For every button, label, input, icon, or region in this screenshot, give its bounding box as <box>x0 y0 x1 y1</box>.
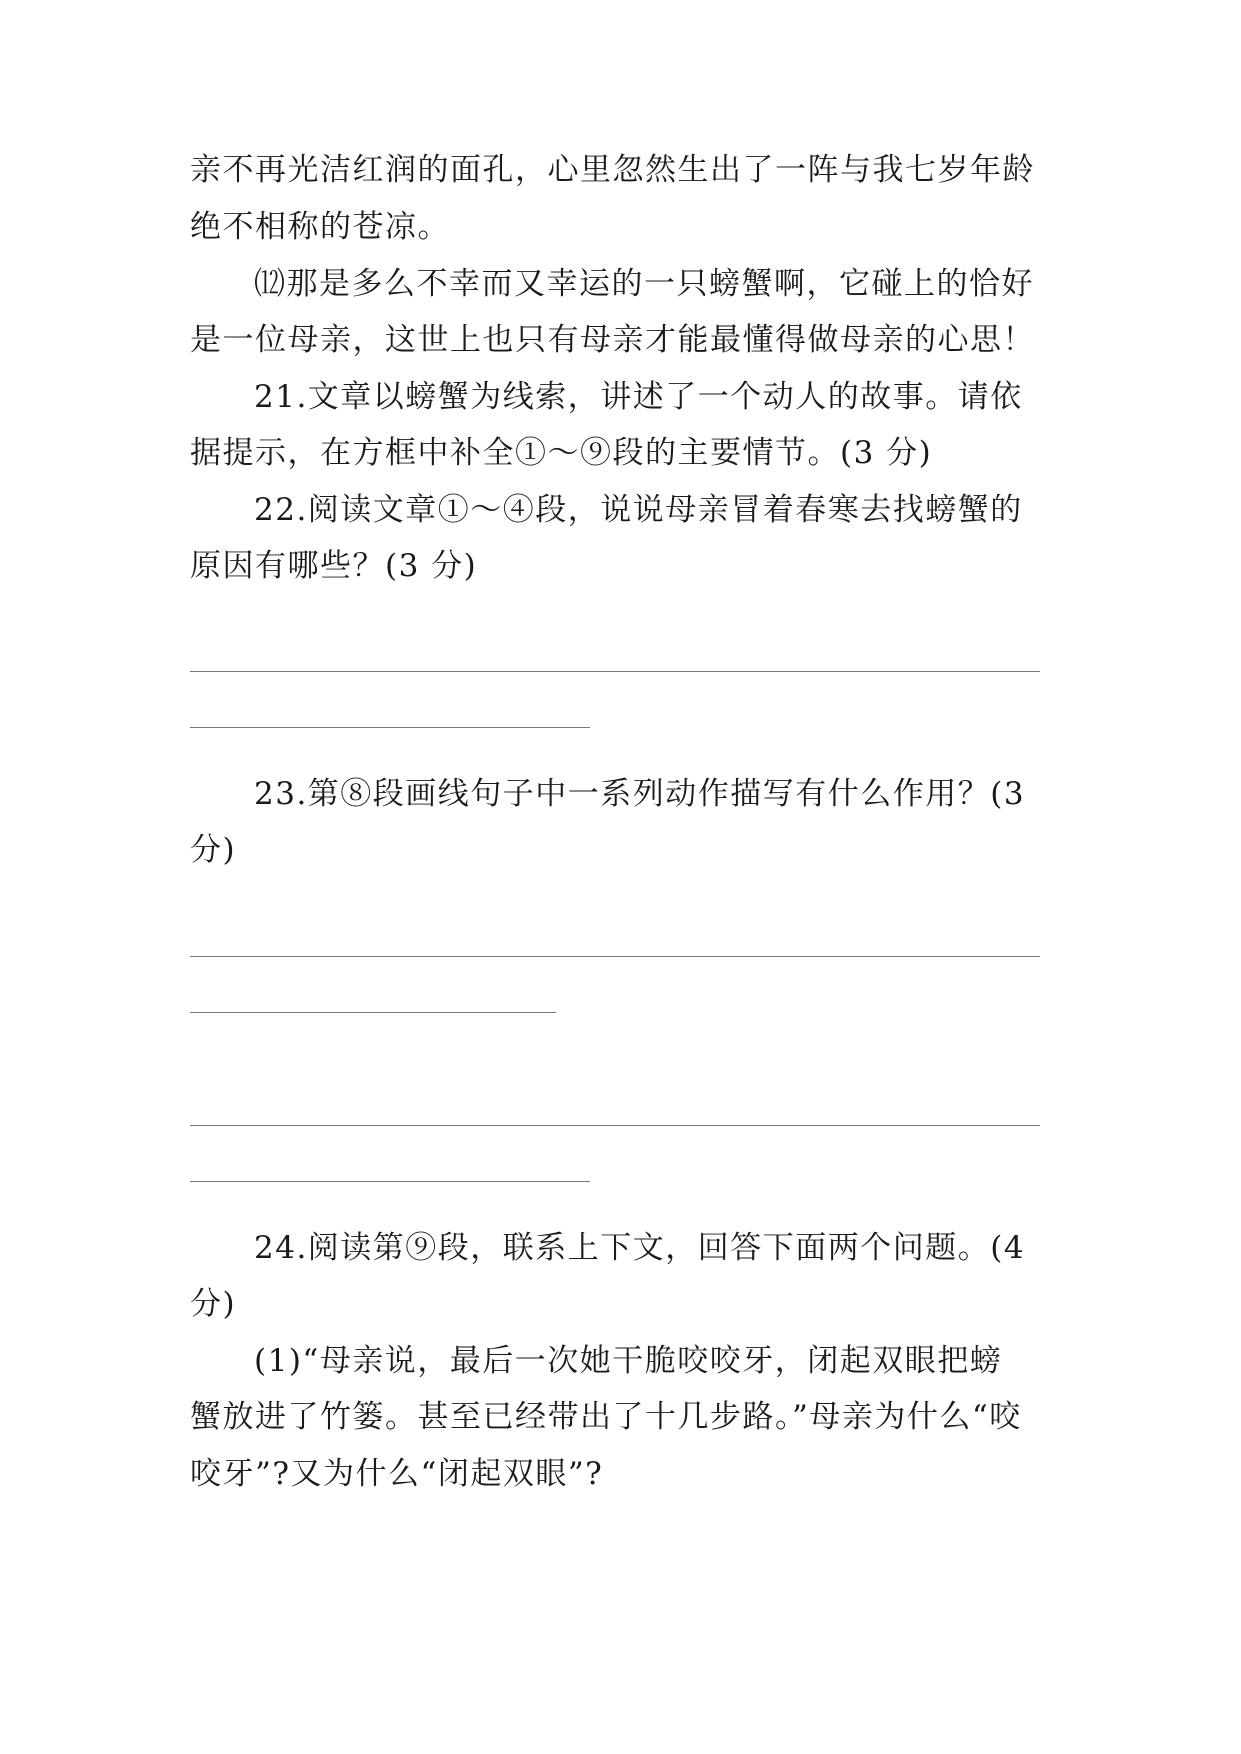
question-24-line-1: 24.阅读第⑨段，联系上下文，回答下面两个问题。(4 <box>254 1230 1026 1266</box>
question-24-1-line-3: 咬牙”?又为什么“闭起双眼”? <box>190 1456 604 1492</box>
answer-line[interactable] <box>190 671 1040 672</box>
answer-line[interactable] <box>190 727 590 728</box>
answer-line[interactable] <box>190 1181 590 1182</box>
answer-line[interactable] <box>190 1012 556 1013</box>
paragraph-11-line-1: 亲不再光洁红润的面孔，心里忽然生出了一阵与我七岁年龄 <box>190 152 1035 188</box>
question-23-line-1: 23.第⑧段画线句子中一系列动作描写有什么作用？(3 <box>254 776 1026 812</box>
answer-line[interactable] <box>190 956 1040 957</box>
paragraph-12-line-2: 是一位母亲，这世上也只有母亲才能最懂得做母亲的心思！ <box>190 322 1035 358</box>
paragraph-11-line-2: 绝不相称的苍凉。 <box>190 209 450 245</box>
paragraph-12-line-1: ⑿那是多么不幸而又幸运的一只螃蟹啊，它碰上的恰好 <box>254 266 1034 302</box>
question-24-1-line-2: 蟹放进了竹篓。甚至已经带出了十几步路。”母亲为什么“咬 <box>190 1399 1022 1435</box>
question-21-line-1: 21.文章以螃蟹为线索，讲述了一个动人的故事。请依 <box>254 379 1023 415</box>
question-24-1-line-1: (1)“母亲说，最后一次她干脆咬咬牙，闭起双眼把螃 <box>254 1343 1003 1379</box>
question-21-line-2: 据提示，在方框中补全①～⑨段的主要情节。(3 分) <box>190 435 933 471</box>
question-23-line-2: 分) <box>190 832 237 868</box>
question-22-line-1: 22.阅读文章①～④段，说说母亲冒着春寒去找螃蟹的 <box>254 492 1023 528</box>
question-22-line-2: 原因有哪些？(3 分) <box>190 548 478 584</box>
question-24-line-2: 分) <box>190 1286 237 1322</box>
answer-line[interactable] <box>190 1125 1040 1126</box>
